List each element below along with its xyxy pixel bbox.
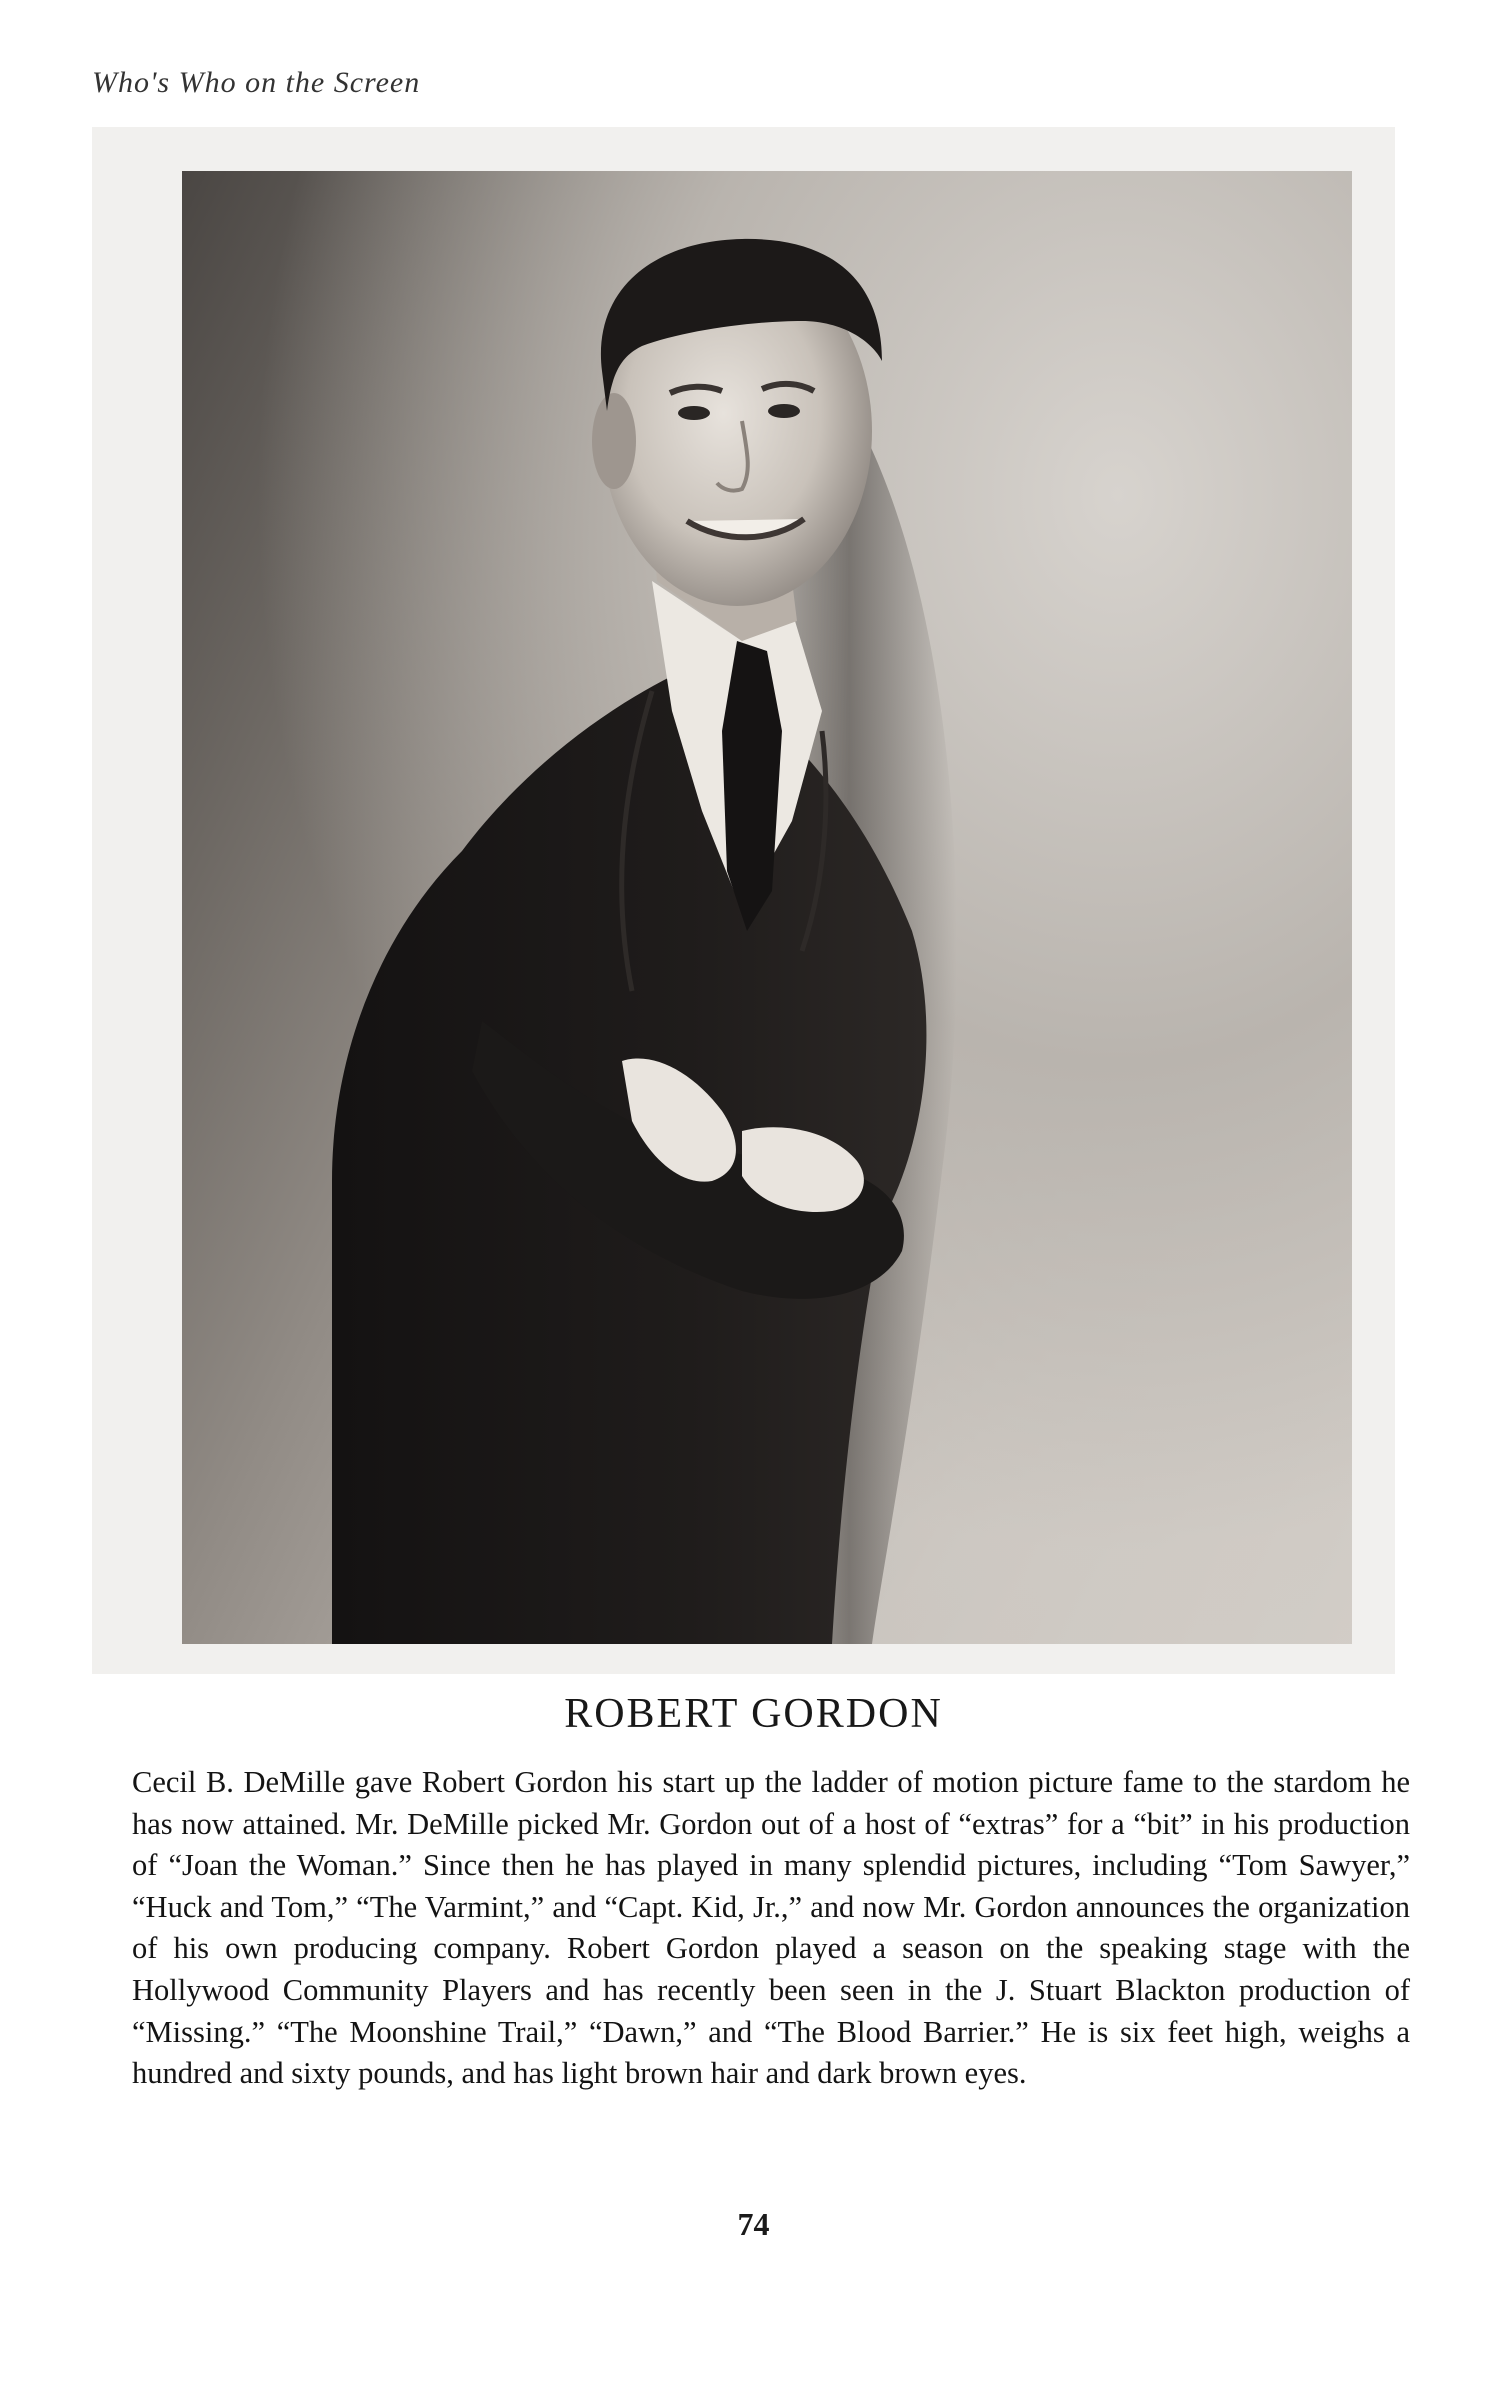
running-head: Who's Who on the Screen (92, 66, 421, 99)
entry-biography: Cecil B. DeMille gave Robert Gordon his start up the ladder of motion picture fame to the stardom he has now attained. Mr. DeMille picked Mr. Gordon out of a host of “extras” for a “bit” in his production of “Joan the Woman.” Since then he has played in many splendid pictures, including “Tom Sawyer,” “Huck and Tom,” “The Varmint,” and “Capt. Kid, Jr.,” and now Mr. Gordon announces the organization of his own producing company. Robert Gordon played a season on the speaking stage with the Hollywood Community Players and has recently been seen in the J. Stuart Blackton production of “Missing.” “The Moonshine Trail,” “Dawn,” and “The Blood Barrier.” He is six feet high, weighs a hundred and sixty pounds, and has light brown hair and dark brown eyes. (132, 1765, 1410, 2091)
right-eye (768, 404, 800, 418)
ear (592, 393, 636, 489)
portrait-illustration (182, 171, 1352, 1644)
portrait-frame (92, 127, 1395, 1674)
portrait-photo (182, 171, 1352, 1644)
entry-name: ROBERT GORDON (564, 1691, 943, 1737)
page-number: 74 (737, 2206, 770, 2242)
left-eye (678, 406, 710, 420)
